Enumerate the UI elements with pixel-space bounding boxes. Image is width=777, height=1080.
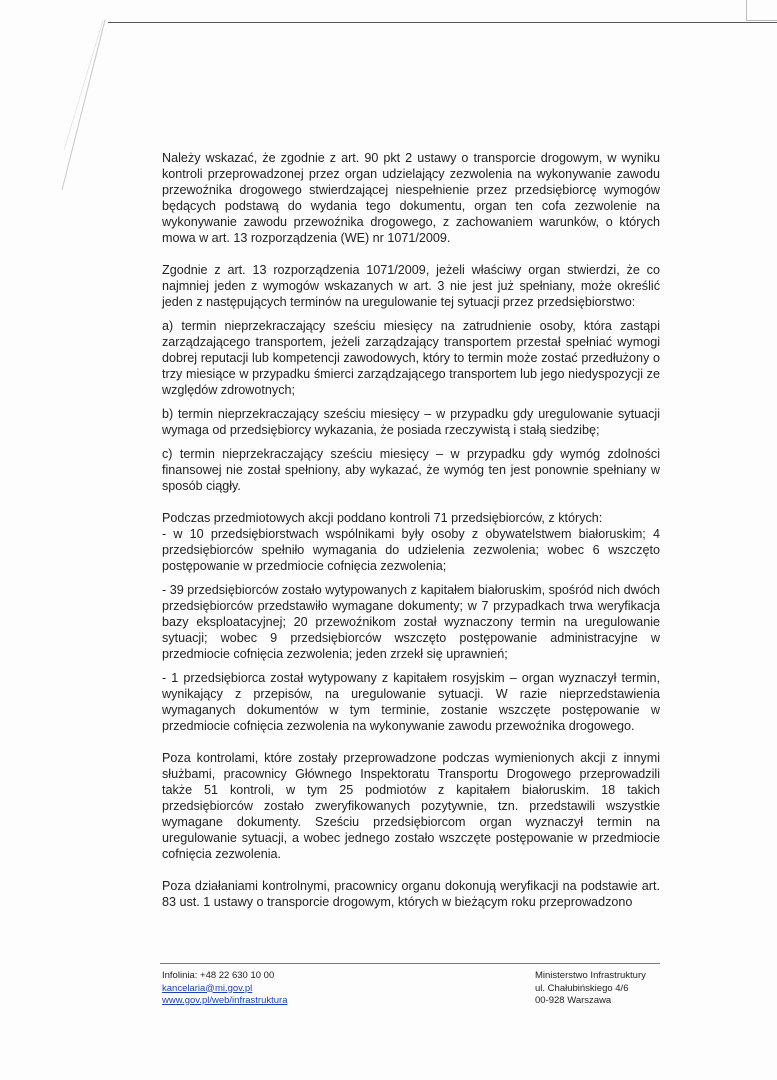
footer-contact: [162, 970, 288, 1008]
bullet-belarus-partners: - w 10 przedsiębiorstwach wspólnikami były osoby z obywatelstwem białoruskim; 4 przedsiębiorców spełniło wymagania do udzielenia zezwolenia; wobec 6 wszczęto postępowanie w przedmiocie cofnięcia zezwolenia;: [162, 527, 660, 573]
website-link[interactable]: www.gov.pl/web/infrastruktura: [162, 995, 288, 1006]
paragraph-gitd-inspections: Poza kontrolami, które zostały przeprowadzone podczas wymienionych akcji z innymi służbami, pracownicy Głównego Inspektoratu Transportu Drogowego przeprowadzili także 51 kontroli, w tym 25 podmiotów z kapitałem białoruskim. 18 takich przedsiębiorców zostało zweryfikowanych pozytywnie, tzn. przedstawili wszystkie wymagane dokumenty. Sześciu przedsiębiorcom organ wyznaczył termin na uregulowanie sytuacji, a wobec jednego zostało wszczęte postępowanie w przedmiocie cofnięcia zezwolenia.: [162, 751, 660, 861]
bullet-belarus-capital: - 39 przedsiębiorców zostało wytypowanych z kapitałem białoruskim, spośród nich dwóch przedsiębiorców przedstawiło wymagane dokumenty; w 7 przypadkach trwa weryfikacja bazy eksploatacyjnej; 20 przewoźnikom został wyznaczony termin na uregulowanie sytuacji; wobec 9 przedsiębiorców wszczęto postępowanie administracyjne w przedmiocie cofnięcia zezwolenia; jeden zrzekł się uprawnień;: [162, 583, 660, 661]
bullet-russia-capital: - 1 przedsiębiorca został wytypowany z kapitałem rosyjskim – organ wyznaczył termin, wynikający z przepisów, na uregulowanie sytuacji. W razie nieprzedstawienia wymaganych dokumentów w tym terminie, zostanie wszczęte postępowanie w przedmiocie cofnięcia zezwolenia na wykonywanie zawodu przewoźnika drogowego.: [162, 671, 660, 733]
infoline-text: Infolinia: +48 22 630 10 00: [162, 970, 275, 981]
org-name: Ministerstwo Infrastruktury: [535, 970, 646, 981]
scan-streak: [0, 0, 120, 200]
list-item-c: c) termin nieprzekraczający sześciu miesięcy – w przypadku gdy wymóg zdolności finansowej nie został spełniony, aby wykazać, że wymóg ten jest ponownie spełniany w sposób ciągły.: [162, 447, 660, 493]
paragraph-verification: Poza działaniami kontrolnymi, pracownicy organu dokonują weryfikacji na podstawie art. 83 ust. 1 ustawy o transporcie drogowym, których w bieżącym roku przeprowadzono: [162, 879, 660, 909]
letter-body: [162, 150, 660, 910]
footer-address: [535, 970, 646, 1008]
list-item-b: b) termin nieprzekraczający sześciu miesięcy – w przypadku gdy uregulowanie sytuacji wymaga od przedsiębiorcy wykazania, że posiada rzeczywistą i stałą siedzibę;: [162, 407, 660, 437]
paragraph-art-90: Należy wskazać, że zgodnie z art. 90 pkt 2 ustawy o transporcie drogowym, w wyniku kontroli przeprowadzonej przez organ udzielający zezwolenia na wykonywanie zawodu przewoźnika drogowego stwierdzającej niespełnienie przez przedsiębiorcę wymogów będących podstawą do wydania tego dokumentu, organ ten cofa zezwolenie na wykonywanie zawodu przewoźnika drogowego, z zachowaniem warunków, o których mowa w art. 13 rozporządzenia (WE) nr 1071/2009.: [162, 151, 660, 245]
paragraph-art-13: Zgodnie z art. 13 rozporządzenia 1071/2009, jeżeli właściwy organ stwierdzi, że co najmniej jeden z wymogów wskazanych w art. 3 nie jest już spełniany, może określić jeden z następujących terminów na uregulowanie tej sytuacji przez przedsiębiorstwo:: [162, 263, 660, 309]
paragraph-inspections-intro: Podczas przedmiotowych akcji poddano kontroli 71 przedsiębiorców, z których:: [162, 511, 603, 525]
street-address: ul. Chałubińskiego 4/6: [535, 982, 629, 994]
top-rule: [108, 22, 777, 23]
footer-rule: [160, 963, 660, 964]
list-item-a: a) termin nieprzekraczający sześciu miesięcy na zatrudnienie osoby, która zastąpi zarządzającego transportem, jeżeli zarządzający transportem przestał spełniać wymogi dobrej reputacji lub kompetencji zawodowych, który to termin może zostać przedłużony o trzy miesiące w przypadku śmierci zarządzającego transportem lub jego niedyspozycji ze względów zdrowotnych;: [162, 319, 660, 397]
email-link[interactable]: kancelaria@mi.gov.pl: [162, 982, 253, 994]
corner-mark: [746, 0, 777, 21]
city-address: 00-928 Warszawa: [535, 995, 612, 1006]
